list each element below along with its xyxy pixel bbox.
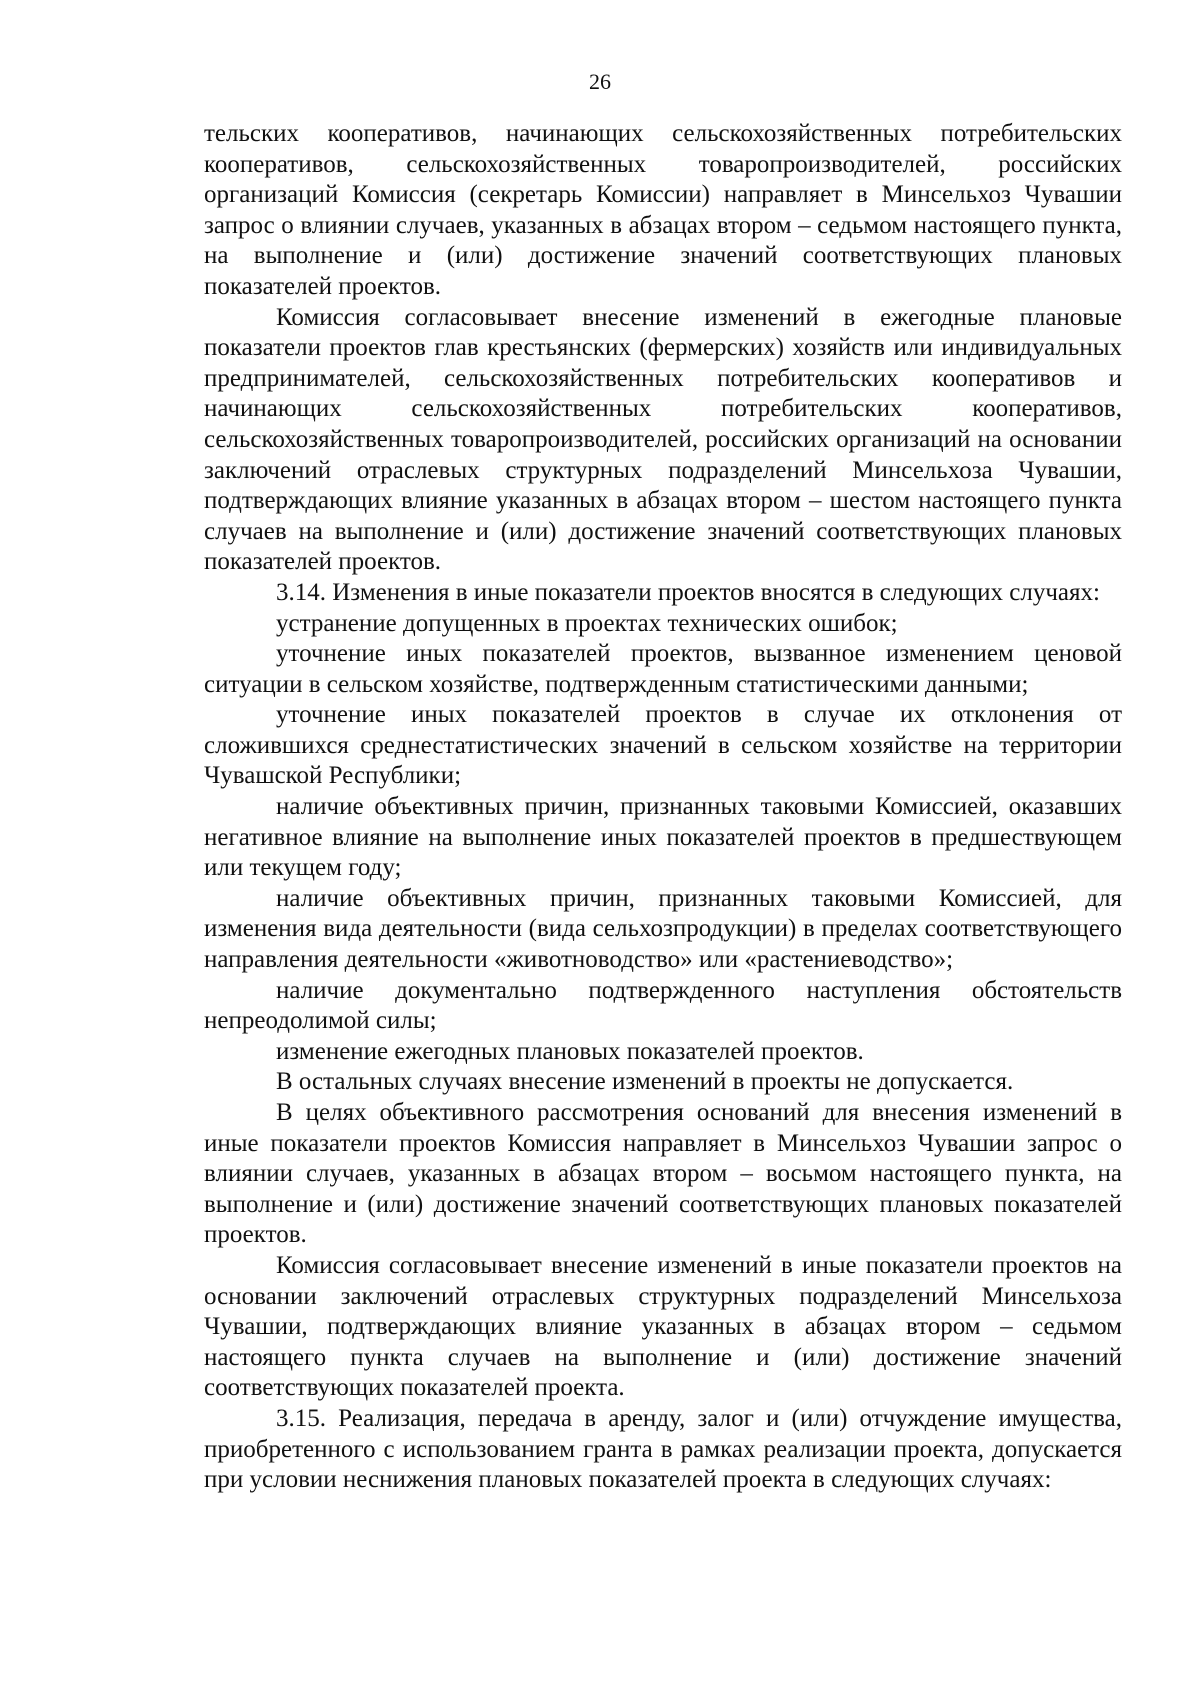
list-item: наличие документально подтвержденного наступления обстоятельств непреодолимой силы; xyxy=(204,976,1122,1035)
paragraph: Комиссия согласовывает внесение изменений в ежегодные плановые показатели проектов глав крестьянских (фермерских) хозяйств или индивидуальных предпринимателей, сельскохозяйственных потребительских кооперативов и начинающих сельскохозяйственных потребительских кооперативов, сельскохозяйственных товаропроизводителей, российских организаций на основании заключений отраслевых структурных подразделений Минсельхоза Чувашии, подтверждающих влияние указанных в абзацах втором – шестом настоящего пункта случаев на выполнение и (или) достижение значений соответствующих плановых показателей проектов. xyxy=(204,303,1122,576)
paragraph-continuation: тельских кооперативов, начинающих сельскохозяйственных потребительских кооперативов, сельскохозяйственных товаропроизводителей, российских организаций Комиссия (секретарь Комиссии) направляет в Минсельхоз Чувашии запрос о влиянии случаев, указанных в абзацах втором – седьмом настоящего пункта, на выполнение и (или) достижение значений соответствующих плановых показателей проектов. xyxy=(204,120,1122,300)
paragraph: В остальных случаях внесение изменений в проекты не допускается. xyxy=(276,1068,1014,1096)
list-item: изменение ежегодных плановых показателей проектов. xyxy=(276,1037,864,1065)
list-item: уточнение иных показателей проектов, вызванное изменением ценовой ситуации в сельском хозяйстве, подтвержденным статистическими данными; xyxy=(204,640,1122,698)
list-item: наличие объективных причин, признанных таковыми Комиссией, для изменения вида деятельности (вида сельхозпродукции) в пределах соответствующего направления деятельности «животноводство» или «растениеводство»; xyxy=(204,884,1122,974)
list-item: наличие объективных причин, признанных таковыми Комиссией, оказавших негативное влияние на выполнение иных показателей проектов в предшествующем или текущем году; xyxy=(204,793,1122,882)
list-item: уточнение иных показателей проектов в случае их отклонения от сложившихся среднестатистических значений в сельском хозяйстве на территории Чувашской Республики; xyxy=(204,701,1122,790)
document-body xyxy=(204,119,1122,1496)
paragraph: В целях объективного рассмотрения оснований для внесения изменений в иные показатели проектов Комиссия направляет в Минсельхоз Чувашии запрос о влиянии случаев, указанных в абзацах втором – восьмом настоящего пункта, на выполнение и (или) достижение значений соответствующих плановых показателей проектов. xyxy=(204,1099,1122,1249)
paragraph-section-3-15: 3.15. Реализация, передача в аренду, залог и (или) отчуждение имущества, приобретенного с использованием гранта в рамках реализации проекта, допускается при условии неснижения плановых показателей проекта в следующих случаях: xyxy=(204,1404,1122,1494)
list-item: устранение допущенных в проектах технических ошибок; xyxy=(276,609,898,637)
paragraph: Комиссия согласовывает внесение изменений в иные показатели проектов на основании заключений отраслевых структурных подразделений Минсельхоза Чувашии, подтверждающих влияние указанных в абзацах втором – седьмом настоящего пункта случаев на выполнение и (или) достижение значений соответствующих показателей проекта. xyxy=(204,1251,1122,1402)
paragraph-section-3-14: 3.14. Изменения в иные показатели проектов вносятся в следующих случаях: xyxy=(276,578,1100,606)
page-number: 26 xyxy=(589,69,611,94)
